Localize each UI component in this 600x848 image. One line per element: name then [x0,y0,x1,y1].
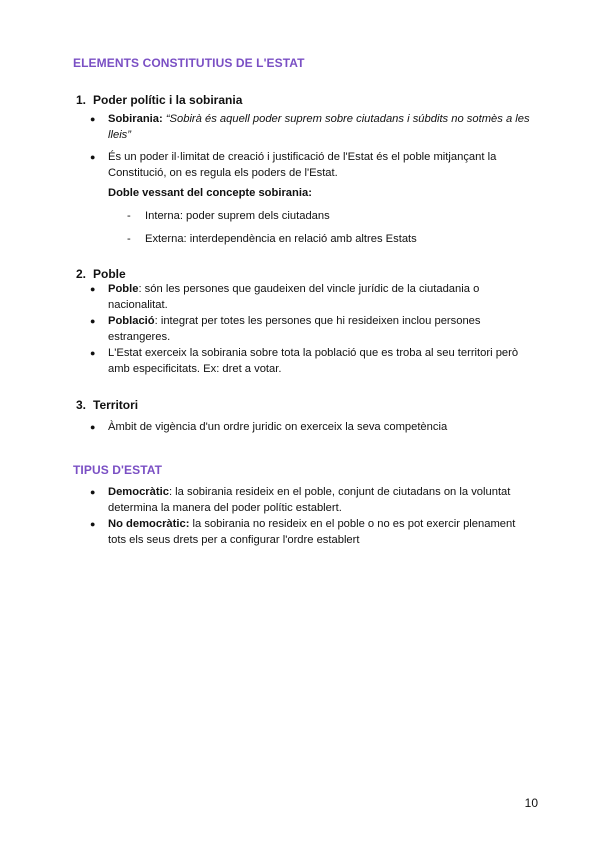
bullet-icon: ● [90,316,96,326]
poblacio-label: Població [108,315,155,327]
democratic-text: : la sobirania resideix en el poble, conjunt de ciutadans on la voluntat determina la manera del poder polític establert. [108,486,511,514]
poble-label: Poble [108,283,139,295]
dash-icon: - [127,233,131,245]
dash-item-interna [127,208,330,224]
bullet-icon: ● [90,152,96,162]
poblacio-text: : integrat per totes les persones que hi resideixen inclou persones estrangeres. [108,315,481,343]
sobirania-poblacio-text: L'Estat exerceix la sobirania sobre tota la població que es troba al seu territori però amb especificitats. Ex: dret a votar. [108,347,519,375]
doble-vessant-subheading: Doble vessant del concepte sobirania: [108,187,312,199]
list-item-poblacio [90,313,530,345]
bullet-icon: ● [90,487,96,497]
dash-item-externa [127,231,417,247]
section-1-title-text: Poder polític i la sobirania [93,93,243,107]
section-2-title [76,267,126,281]
dash-externa-text: Externa: interdependència en relació amb altres Estats [145,233,417,245]
section-3-title [76,398,138,412]
section-3-number: 3. [76,398,87,412]
ambit-text: Àmbit de vigència d'un ordre juridic on exerceix la seva competència [108,421,448,433]
list-item-sobirania-poblacio [90,345,530,377]
poder-il-limitat-text: És un poder il·limitat de creació i justificació de l'Estat és el poble mitjançant la Constitució, on es regula els poders de l'Estat. [108,151,497,179]
dash-interna-text: Interna: poder suprem dels ciutadans [145,210,330,222]
list-item-democratic [90,484,530,516]
bullet-icon: ● [90,284,96,294]
list-item-no-democratic [90,516,530,548]
list-item-ambit [90,419,530,435]
section-1-number: 1. [76,93,87,107]
bullet-icon: ● [90,422,96,432]
heading-tipus-estat: TIPUS D'ESTAT [73,463,163,477]
no-democratic-label: No democràtic: [108,518,190,530]
list-item-sobirania [90,111,530,143]
section-1-title [76,93,242,107]
bullet-icon: ● [90,114,96,124]
page-number: 10 [524,796,538,810]
list-item-poble [90,281,530,313]
bullet-icon: ● [90,519,96,529]
sobirania-label: Sobirania: [108,113,163,125]
list-item-poder-il-limitat [90,149,530,181]
section-2-number: 2. [76,267,87,281]
dash-icon: - [127,210,131,222]
section-3-title-text: Territori [93,398,139,412]
no-democratic-text: la sobirania no resideix en el poble o no es pot exercir plenament tots els seus drets per a configurar l'ordre establert [108,518,516,546]
section-2-title-text: Poble [93,267,126,281]
sobirania-quote: “Sobirà és aquell poder suprem sobre ciutadans i súbdits no sotmès a les lleis” [108,113,530,141]
poble-text: : són les persones que gaudeixen del vincle jurídic de la ciutadania o nacionalitat. [108,283,480,311]
bullet-icon: ● [90,348,96,358]
heading-elements-constitutius: ELEMENTS CONSTITUTIUS DE L'ESTAT [73,56,305,70]
democratic-label: Democràtic [108,486,169,498]
